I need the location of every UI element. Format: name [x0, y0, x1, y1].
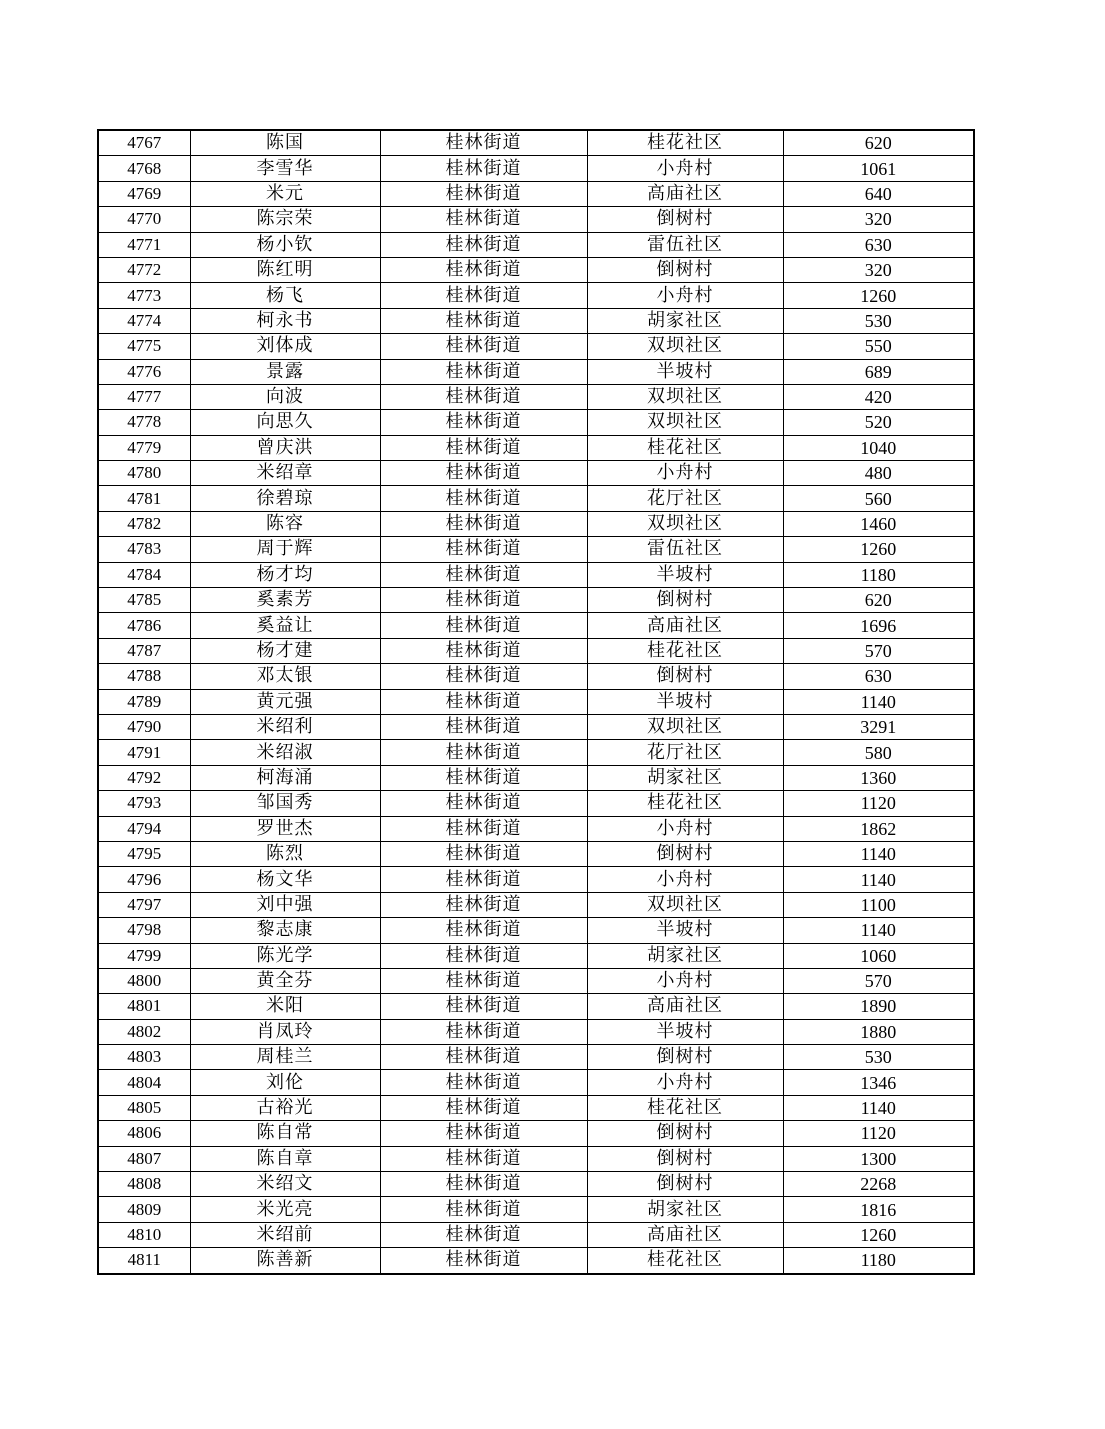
table-row — [98, 232, 974, 257]
community-cell: 半坡村 — [587, 1019, 783, 1044]
name-cell: 奚素芳 — [190, 588, 380, 613]
community-cell: 花厅社区 — [587, 486, 783, 511]
name-cell: 向思久 — [190, 410, 380, 435]
community-cell: 小舟村 — [587, 283, 783, 308]
name-cell: 米绍淑 — [190, 740, 380, 765]
amount-cell: 1120 — [783, 791, 974, 816]
table-row — [98, 816, 974, 841]
street-cell: 桂林街道 — [380, 765, 587, 790]
row-number-cell: 4790 — [98, 714, 190, 739]
amount-cell: 1460 — [783, 511, 974, 536]
name-cell: 黄全芬 — [190, 968, 380, 993]
amount-cell: 689 — [783, 359, 974, 384]
community-cell: 高庙社区 — [587, 613, 783, 638]
community-cell: 小舟村 — [587, 867, 783, 892]
street-cell: 桂林街道 — [380, 156, 587, 181]
name-cell: 米绍利 — [190, 714, 380, 739]
row-number-cell: 4795 — [98, 841, 190, 866]
name-cell: 景露 — [190, 359, 380, 384]
data-table — [97, 129, 975, 1275]
name-cell: 米绍文 — [190, 1172, 380, 1197]
row-number-cell: 4792 — [98, 765, 190, 790]
community-cell: 倒树村 — [587, 207, 783, 232]
street-cell: 桂林街道 — [380, 994, 587, 1019]
amount-cell: 620 — [783, 588, 974, 613]
row-number-cell: 4771 — [98, 232, 190, 257]
row-number-cell: 4778 — [98, 410, 190, 435]
amount-cell: 1300 — [783, 1146, 974, 1171]
table-row — [98, 892, 974, 917]
amount-cell: 2268 — [783, 1172, 974, 1197]
amount-cell: 1862 — [783, 816, 974, 841]
table-row — [98, 740, 974, 765]
name-cell: 徐碧琼 — [190, 486, 380, 511]
community-cell: 双坝社区 — [587, 334, 783, 359]
table-row — [98, 562, 974, 587]
row-number-cell: 4768 — [98, 156, 190, 181]
street-cell: 桂林街道 — [380, 588, 587, 613]
name-cell: 古裕光 — [190, 1095, 380, 1120]
amount-cell: 530 — [783, 1045, 974, 1070]
street-cell: 桂林街道 — [380, 1019, 587, 1044]
community-cell: 桂花社区 — [587, 130, 783, 156]
row-number-cell: 4781 — [98, 486, 190, 511]
name-cell: 陈红明 — [190, 257, 380, 282]
row-number-cell: 4804 — [98, 1070, 190, 1095]
amount-cell: 1100 — [783, 892, 974, 917]
table-row — [98, 1197, 974, 1222]
table-row — [98, 1222, 974, 1247]
street-cell: 桂林街道 — [380, 689, 587, 714]
street-cell: 桂林街道 — [380, 435, 587, 460]
amount-cell: 1140 — [783, 867, 974, 892]
name-cell: 柯永书 — [190, 308, 380, 333]
name-cell: 邹国秀 — [190, 791, 380, 816]
street-cell: 桂林街道 — [380, 562, 587, 587]
street-cell: 桂林街道 — [380, 283, 587, 308]
row-number-cell: 4785 — [98, 588, 190, 613]
name-cell: 刘体成 — [190, 334, 380, 359]
amount-cell: 640 — [783, 181, 974, 206]
name-cell: 米光亮 — [190, 1197, 380, 1222]
community-cell: 桂花社区 — [587, 435, 783, 460]
name-cell: 周于辉 — [190, 537, 380, 562]
name-cell: 陈善新 — [190, 1248, 380, 1274]
table-row — [98, 511, 974, 536]
row-number-cell: 4807 — [98, 1146, 190, 1171]
amount-cell: 530 — [783, 308, 974, 333]
table-row — [98, 207, 974, 232]
community-cell: 小舟村 — [587, 1070, 783, 1095]
street-cell: 桂林街道 — [380, 1045, 587, 1070]
street-cell: 桂林街道 — [380, 1095, 587, 1120]
row-number-cell: 4773 — [98, 283, 190, 308]
amount-cell: 1120 — [783, 1121, 974, 1146]
table-row — [98, 1070, 974, 1095]
street-cell: 桂林街道 — [380, 714, 587, 739]
amount-cell: 3291 — [783, 714, 974, 739]
community-cell: 花厅社区 — [587, 740, 783, 765]
row-number-cell: 4793 — [98, 791, 190, 816]
community-cell: 半坡村 — [587, 359, 783, 384]
row-number-cell: 4786 — [98, 613, 190, 638]
community-cell: 高庙社区 — [587, 1222, 783, 1247]
street-cell: 桂林街道 — [380, 1146, 587, 1171]
amount-cell: 1816 — [783, 1197, 974, 1222]
name-cell: 黎志康 — [190, 918, 380, 943]
table-row — [98, 1121, 974, 1146]
row-number-cell: 4784 — [98, 562, 190, 587]
street-cell: 桂林街道 — [380, 334, 587, 359]
name-cell: 陈国 — [190, 130, 380, 156]
street-cell: 桂林街道 — [380, 892, 587, 917]
community-cell: 倒树村 — [587, 257, 783, 282]
table-row — [98, 791, 974, 816]
community-cell: 倒树村 — [587, 841, 783, 866]
row-number-cell: 4787 — [98, 638, 190, 663]
amount-cell: 480 — [783, 461, 974, 486]
community-cell: 倒树村 — [587, 1146, 783, 1171]
table-row — [98, 613, 974, 638]
amount-cell: 1140 — [783, 1095, 974, 1120]
street-cell: 桂林街道 — [380, 1197, 587, 1222]
name-cell: 陈容 — [190, 511, 380, 536]
row-number-cell: 4776 — [98, 359, 190, 384]
street-cell: 桂林街道 — [380, 740, 587, 765]
table-row — [98, 867, 974, 892]
amount-cell: 550 — [783, 334, 974, 359]
row-number-cell: 4808 — [98, 1172, 190, 1197]
street-cell: 桂林街道 — [380, 1172, 587, 1197]
street-cell: 桂林街道 — [380, 511, 587, 536]
table-row — [98, 334, 974, 359]
table-row — [98, 714, 974, 739]
table-row — [98, 689, 974, 714]
table-row — [98, 1146, 974, 1171]
row-number-cell: 4809 — [98, 1197, 190, 1222]
community-cell: 桂花社区 — [587, 791, 783, 816]
community-cell: 雷伍社区 — [587, 232, 783, 257]
name-cell: 奚益让 — [190, 613, 380, 638]
name-cell: 米元 — [190, 181, 380, 206]
street-cell: 桂林街道 — [380, 257, 587, 282]
community-cell: 倒树村 — [587, 664, 783, 689]
row-number-cell: 4798 — [98, 918, 190, 943]
name-cell: 柯海涌 — [190, 765, 380, 790]
amount-cell: 320 — [783, 207, 974, 232]
table-row — [98, 537, 974, 562]
table-row — [98, 410, 974, 435]
community-cell: 半坡村 — [587, 562, 783, 587]
street-cell: 桂林街道 — [380, 841, 587, 866]
row-number-cell: 4789 — [98, 689, 190, 714]
table-row — [98, 384, 974, 409]
amount-cell: 520 — [783, 410, 974, 435]
table-row — [98, 486, 974, 511]
table-row — [98, 841, 974, 866]
amount-cell: 1140 — [783, 918, 974, 943]
table-row — [98, 257, 974, 282]
street-cell: 桂林街道 — [380, 1222, 587, 1247]
row-number-cell: 4777 — [98, 384, 190, 409]
amount-cell: 1180 — [783, 562, 974, 587]
community-cell: 雷伍社区 — [587, 537, 783, 562]
community-cell: 胡家社区 — [587, 1197, 783, 1222]
row-number-cell: 4783 — [98, 537, 190, 562]
row-number-cell: 4788 — [98, 664, 190, 689]
name-cell: 向波 — [190, 384, 380, 409]
name-cell: 米绍章 — [190, 461, 380, 486]
name-cell: 陈烈 — [190, 841, 380, 866]
name-cell: 刘伦 — [190, 1070, 380, 1095]
street-cell: 桂林街道 — [380, 308, 587, 333]
street-cell: 桂林街道 — [380, 461, 587, 486]
amount-cell: 560 — [783, 486, 974, 511]
table-row — [98, 664, 974, 689]
table-row — [98, 283, 974, 308]
amount-cell: 1260 — [783, 1222, 974, 1247]
community-cell: 半坡村 — [587, 918, 783, 943]
table-row — [98, 588, 974, 613]
row-number-cell: 4775 — [98, 334, 190, 359]
street-cell: 桂林街道 — [380, 638, 587, 663]
row-number-cell: 4810 — [98, 1222, 190, 1247]
table-row — [98, 638, 974, 663]
row-number-cell: 4796 — [98, 867, 190, 892]
table-row — [98, 1172, 974, 1197]
community-cell: 双坝社区 — [587, 714, 783, 739]
table-row — [98, 1019, 974, 1044]
table-row — [98, 1248, 974, 1274]
name-cell: 杨小钦 — [190, 232, 380, 257]
row-number-cell: 4811 — [98, 1248, 190, 1274]
street-cell: 桂林街道 — [380, 943, 587, 968]
street-cell: 桂林街道 — [380, 918, 587, 943]
street-cell: 桂林街道 — [380, 791, 587, 816]
name-cell: 陈自常 — [190, 1121, 380, 1146]
row-number-cell: 4782 — [98, 511, 190, 536]
amount-cell: 1890 — [783, 994, 974, 1019]
amount-cell: 420 — [783, 384, 974, 409]
name-cell: 杨文华 — [190, 867, 380, 892]
name-cell: 陈自章 — [190, 1146, 380, 1171]
amount-cell: 1260 — [783, 283, 974, 308]
name-cell: 李雪华 — [190, 156, 380, 181]
row-number-cell: 4805 — [98, 1095, 190, 1120]
row-number-cell: 4801 — [98, 994, 190, 1019]
row-number-cell: 4791 — [98, 740, 190, 765]
amount-cell: 1140 — [783, 689, 974, 714]
street-cell: 桂林街道 — [380, 1248, 587, 1274]
community-cell: 胡家社区 — [587, 765, 783, 790]
community-cell: 桂花社区 — [587, 638, 783, 663]
amount-cell: 570 — [783, 968, 974, 993]
amount-cell: 1061 — [783, 156, 974, 181]
name-cell: 周桂兰 — [190, 1045, 380, 1070]
name-cell: 米绍前 — [190, 1222, 380, 1247]
street-cell: 桂林街道 — [380, 537, 587, 562]
community-cell: 高庙社区 — [587, 181, 783, 206]
street-cell: 桂林街道 — [380, 968, 587, 993]
table-row — [98, 308, 974, 333]
community-cell: 倒树村 — [587, 1172, 783, 1197]
row-number-cell: 4780 — [98, 461, 190, 486]
table-row — [98, 1045, 974, 1070]
amount-cell: 570 — [783, 638, 974, 663]
amount-cell: 1260 — [783, 537, 974, 562]
name-cell: 陈宗荣 — [190, 207, 380, 232]
row-number-cell: 4806 — [98, 1121, 190, 1146]
amount-cell: 1180 — [783, 1248, 974, 1274]
community-cell: 小舟村 — [587, 461, 783, 486]
community-cell: 双坝社区 — [587, 892, 783, 917]
street-cell: 桂林街道 — [380, 232, 587, 257]
community-cell: 双坝社区 — [587, 410, 783, 435]
community-cell: 胡家社区 — [587, 308, 783, 333]
street-cell: 桂林街道 — [380, 1121, 587, 1146]
name-cell: 陈光学 — [190, 943, 380, 968]
name-cell: 肖凤玲 — [190, 1019, 380, 1044]
row-number-cell: 4769 — [98, 181, 190, 206]
street-cell: 桂林街道 — [380, 664, 587, 689]
amount-cell: 630 — [783, 232, 974, 257]
amount-cell: 1140 — [783, 841, 974, 866]
table-row — [98, 1095, 974, 1120]
table-row — [98, 461, 974, 486]
name-cell: 曾庆洪 — [190, 435, 380, 460]
street-cell: 桂林街道 — [380, 130, 587, 156]
row-number-cell: 4774 — [98, 308, 190, 333]
table-row — [98, 359, 974, 384]
amount-cell: 1696 — [783, 613, 974, 638]
name-cell: 邓太银 — [190, 664, 380, 689]
table-row — [98, 765, 974, 790]
table-row — [98, 435, 974, 460]
row-number-cell: 4802 — [98, 1019, 190, 1044]
community-cell: 倒树村 — [587, 1045, 783, 1070]
amount-cell: 320 — [783, 257, 974, 282]
row-number-cell: 4799 — [98, 943, 190, 968]
table-row — [98, 968, 974, 993]
street-cell: 桂林街道 — [380, 816, 587, 841]
street-cell: 桂林街道 — [380, 181, 587, 206]
amount-cell: 1360 — [783, 765, 974, 790]
amount-cell: 1060 — [783, 943, 974, 968]
amount-cell: 1346 — [783, 1070, 974, 1095]
row-number-cell: 4767 — [98, 130, 190, 156]
table-row — [98, 130, 974, 156]
street-cell: 桂林街道 — [380, 410, 587, 435]
amount-cell: 630 — [783, 664, 974, 689]
row-number-cell: 4803 — [98, 1045, 190, 1070]
table-body — [98, 130, 974, 1274]
table-row — [98, 943, 974, 968]
community-cell: 小舟村 — [587, 968, 783, 993]
community-cell: 半坡村 — [587, 689, 783, 714]
street-cell: 桂林街道 — [380, 1070, 587, 1095]
name-cell: 杨飞 — [190, 283, 380, 308]
name-cell: 刘中强 — [190, 892, 380, 917]
row-number-cell: 4794 — [98, 816, 190, 841]
name-cell: 罗世杰 — [190, 816, 380, 841]
street-cell: 桂林街道 — [380, 486, 587, 511]
table-row — [98, 994, 974, 1019]
community-cell: 倒树村 — [587, 1121, 783, 1146]
community-cell: 倒树村 — [587, 588, 783, 613]
community-cell: 双坝社区 — [587, 384, 783, 409]
community-cell: 小舟村 — [587, 156, 783, 181]
amount-cell: 1880 — [783, 1019, 974, 1044]
row-number-cell: 4779 — [98, 435, 190, 460]
amount-cell: 580 — [783, 740, 974, 765]
street-cell: 桂林街道 — [380, 867, 587, 892]
table-row — [98, 918, 974, 943]
row-number-cell: 4800 — [98, 968, 190, 993]
community-cell: 桂花社区 — [587, 1095, 783, 1120]
name-cell: 杨才均 — [190, 562, 380, 587]
row-number-cell: 4772 — [98, 257, 190, 282]
street-cell: 桂林街道 — [380, 613, 587, 638]
name-cell: 黄元强 — [190, 689, 380, 714]
table-row — [98, 181, 974, 206]
row-number-cell: 4797 — [98, 892, 190, 917]
community-cell: 双坝社区 — [587, 511, 783, 536]
name-cell: 米阳 — [190, 994, 380, 1019]
community-cell: 桂花社区 — [587, 1248, 783, 1274]
street-cell: 桂林街道 — [380, 207, 587, 232]
community-cell: 高庙社区 — [587, 994, 783, 1019]
community-cell: 小舟村 — [587, 816, 783, 841]
amount-cell: 1040 — [783, 435, 974, 460]
street-cell: 桂林街道 — [380, 359, 587, 384]
community-cell: 胡家社区 — [587, 943, 783, 968]
street-cell: 桂林街道 — [380, 384, 587, 409]
name-cell: 杨才建 — [190, 638, 380, 663]
row-number-cell: 4770 — [98, 207, 190, 232]
table-row — [98, 156, 974, 181]
amount-cell: 620 — [783, 130, 974, 156]
